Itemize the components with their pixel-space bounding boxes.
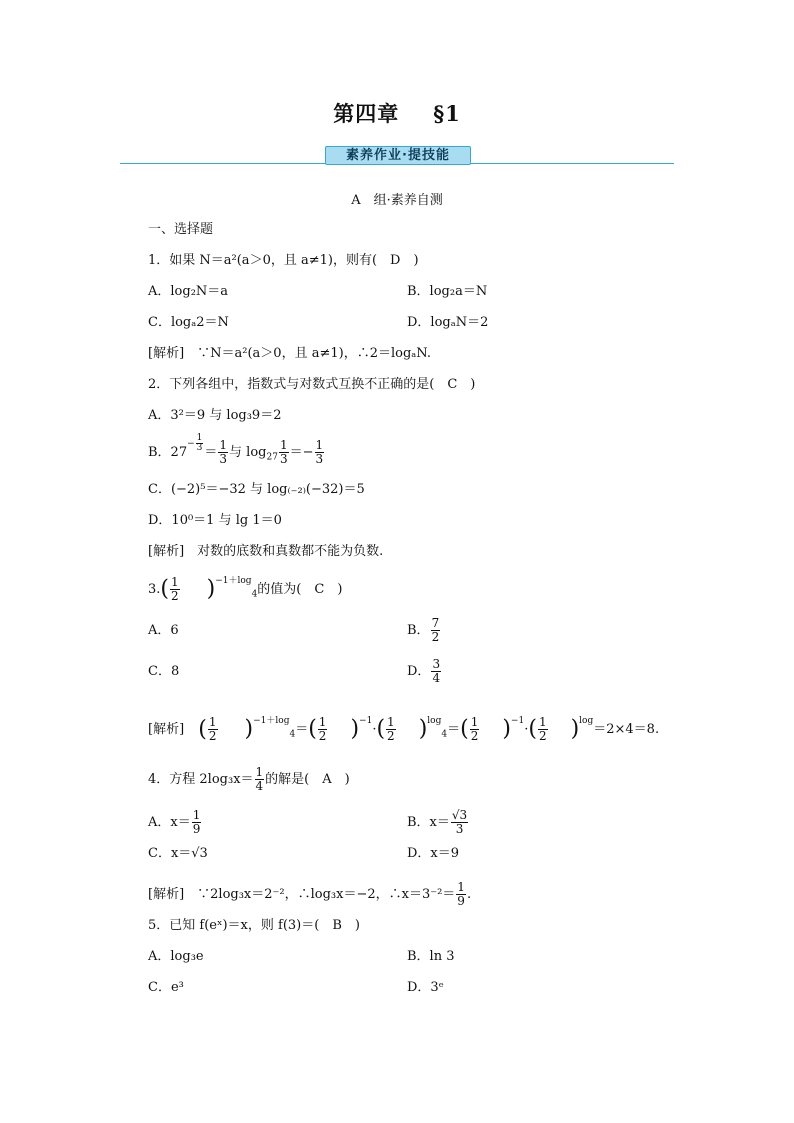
q2-option-b: B．$27^{- \frac{1}{3}}$ ＝ $\frac{1}{3}$ 与 $\log_{27}$ $\frac{1}{3}$ ＝− $\frac{1}{3}$ [148,433,324,466]
q2-option-c: C．(−2)⁵＝−32 与 log₍₋₂₎(−32)＝5 [148,482,365,497]
q1-analysis: [解析] ∵N＝a²(a＞0，且 a≠1)，∴2＝logₐN. [148,346,431,361]
q4-analysis: [解析] ∵2log₃x＝2⁻²，∴log₃x＝−2，∴x＝3⁻²＝ $\frac{1}{9}$ . [148,880,472,908]
page-title [0,98,794,128]
q2-analysis: [解析] 对数的底数和真数都不能为负数. [148,544,384,559]
q5-option-a: A．log₃e [148,949,204,964]
q1-option-c: C．logₐ2＝N [148,315,229,330]
section-banner: 素养作业·提技能 [325,146,471,165]
section-number: §1 [433,101,461,126]
q5-option-b: B．ln 3 [407,949,455,964]
group-title: A 组·素养自测 [351,193,443,208]
q2-stem: 2．下列各组中，指数式与对数式互换不正确的是( C ) [148,377,476,392]
q2-option-d: D．10⁰＝1 与 lg 1＝0 [148,513,282,528]
q3-option-c: C．8 [148,664,180,679]
q1-stem: 1．如果 N＝a²(a＞0，且 a≠1)，则有( D ) [148,253,419,268]
chapter-title: 第四章 [333,101,400,126]
q5-option-d: D．3ᵉ [407,980,444,995]
q1-option-a: A．log₂N＝a [148,284,229,299]
q2-b-frac: $\frac{1}{3}$ [219,438,228,466]
q4-option-c: C．x＝√3 [148,846,208,861]
q1-option-b: B．log₂a＝N [407,284,488,299]
q5-option-c: C．e³ [148,980,184,995]
q3-option-a: A．6 [148,623,179,638]
q1-option-d: D．logₐN＝2 [407,315,489,330]
q3-analysis: [解析] ( $\frac{1}{2}$ )$^{-1+log}_4$＝( $\frac{1}{2}$ )$^{-1}$·( $\frac{1}{2}$ )$^{log}_4$＝( $\frac{1}{2}$ )$^{-1}$·( $\frac{1}{2}$ )$^{log}$＝2×4＝8. [148,715,660,743]
q2-b-base: B．27 [148,445,188,460]
section-label: 一、选择题 [148,222,214,237]
q3-stem: 3.( $\frac{1}{2}$ )$^{-1+log}_4$的值为( C ) [148,575,343,603]
q4-option-d: D．x＝9 [407,846,460,861]
q3-option-b: B． $\frac{7}{2}$ [407,616,440,644]
q5-stem: 5．已知 f(eˣ)＝x，则 f(3)＝( B ) [148,918,360,933]
q4-option-b: B．x＝ $\frac{√3}{3}$ [407,808,468,836]
q4-option-a: A．x＝ $\frac{1}{9}$ [148,808,201,836]
q4-stem: 4．方程 2log₃x＝ $\frac{1}{4}$ 的解是( A ) [148,765,350,793]
q3-option-d: D． $\frac{3}{4}$ [407,657,441,685]
q2-option-a: A．3²＝9 与 log₃9＝2 [148,408,282,423]
